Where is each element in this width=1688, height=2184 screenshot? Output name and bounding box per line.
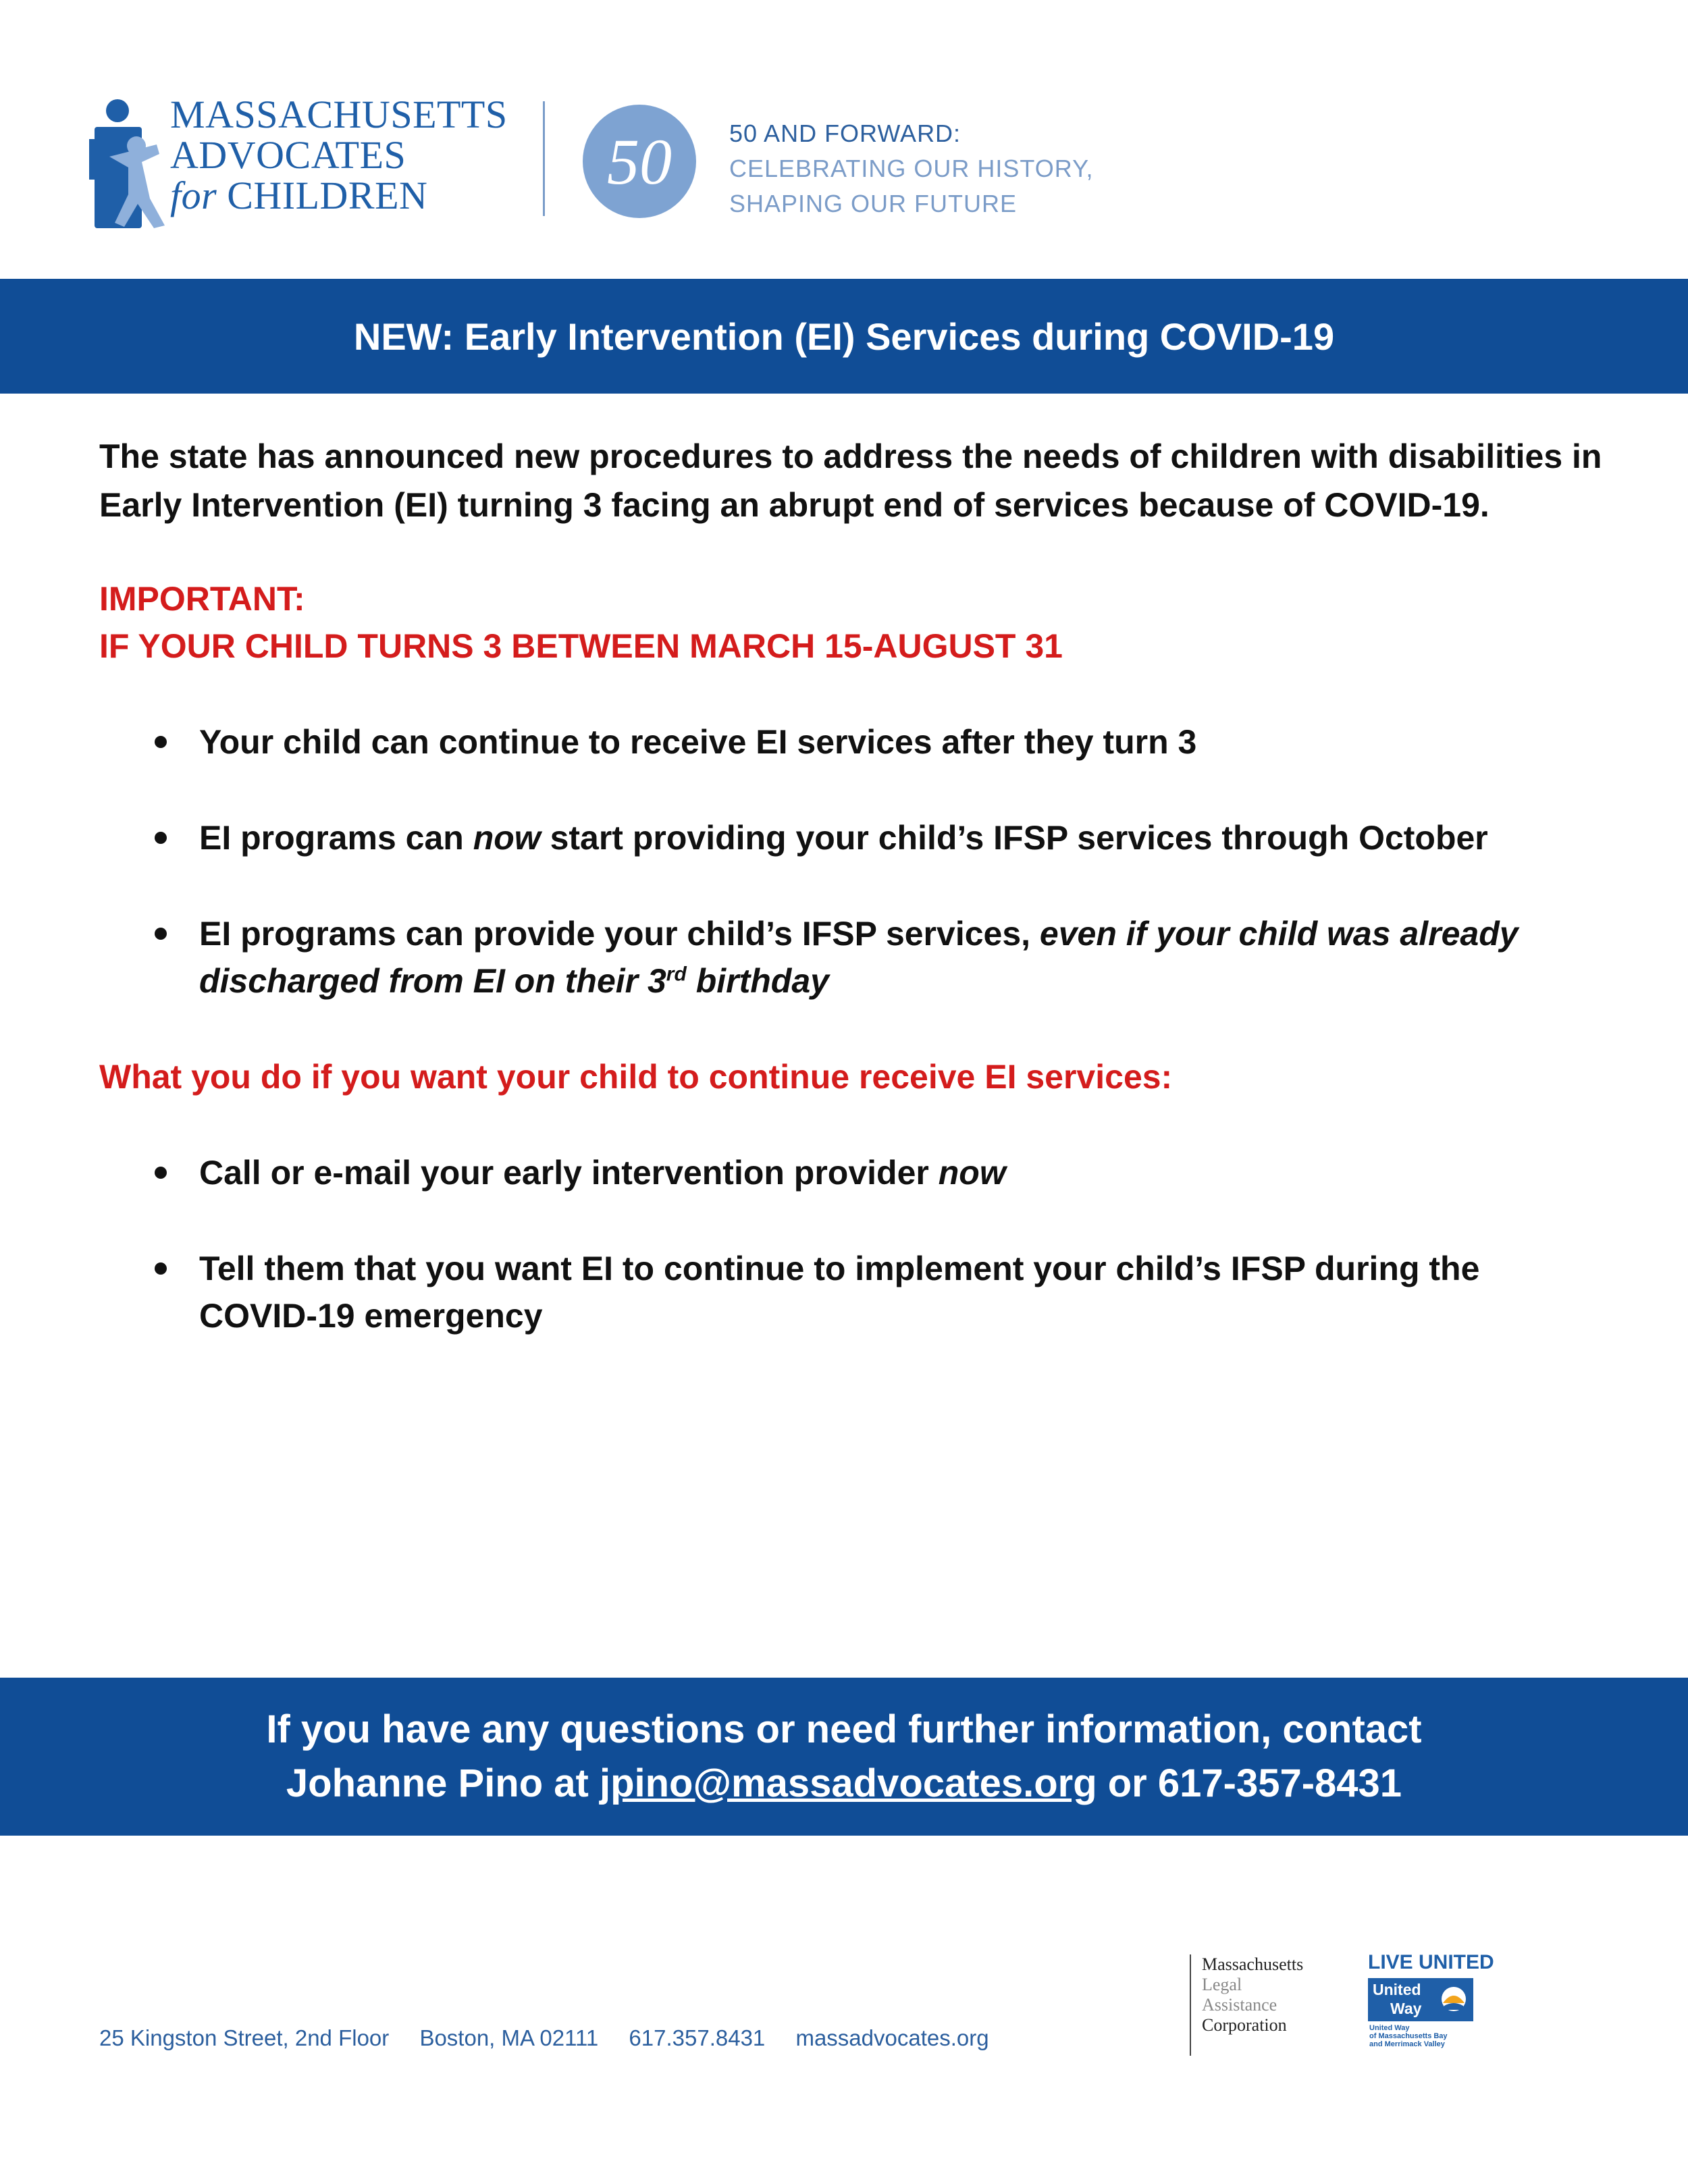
svg-text:50: 50 [607,126,672,198]
important-label: IMPORTANT: [99,580,305,618]
list-item: Tell them that you want EI to continue to implement your child’s IFSP during the COVID-19 emergency [99,1245,1605,1339]
list-item: Your child can continue to receive EI services after they turn 3 [99,718,1605,766]
eligibility-list [99,718,1605,1005]
main-content [99,432,1605,1339]
mlac-logo: Massachusetts Legal Assistance Corporation [1190,1954,1331,2056]
bullet-icon [155,1262,167,1275]
bullet-icon [155,928,167,940]
united-way-icon: United Way [1368,1978,1473,2021]
list-item: EI programs can provide your child’s IFSP services, even if your child was already discharged from EI on their 3rd birthday [99,910,1605,1005]
org-name: MASSACHUSETTS ADVOCATES for CHILDREN [170,92,508,217]
list-item: EI programs can now start providing your child’s IFSP services through October [99,814,1605,861]
contact-line-2: Johanne Pino at jpino@massadvocates.org or 617-357-8431 [286,1761,1402,1805]
contact-line-1: If you have any questions or need further information, contact [266,1707,1422,1751]
bullet-icon [155,1167,167,1179]
mac-logo [89,92,521,230]
what-to-do-heading: What you do if you want your child to continue receive EI services: [99,1058,1173,1096]
fifty-anniversary-logo [582,104,697,219]
street-address: 25 Kingston Street, 2nd Floor [99,2025,390,2050]
important-notice [99,575,1605,670]
header-divider [543,101,545,216]
city-state-zip: Boston, MA 02111 [419,2025,599,2050]
united-way-logo: LIVE UNITED United Way United Way of Massachusetts Bay and Merrimack Valley [1368,1951,1494,2048]
title-banner [0,279,1688,394]
bullet-icon [155,832,167,844]
bullet-icon [155,736,167,748]
child-figure-icon [89,97,177,230]
contact-email-link[interactable]: jpino@massadvocates.org [599,1761,1097,1805]
footer-website[interactable]: massadvocates.org [795,2025,989,2050]
action-list [99,1149,1605,1339]
contact-banner [0,1678,1688,1836]
footer-phone: 617.357.8431 [629,2025,766,2050]
list-item: Call or e-mail your early intervention provider now [99,1149,1605,1196]
page-title: NEW: Early Intervention (EI) Services during COVID-19 [353,315,1335,358]
footer-address [99,2025,1013,2051]
important-condition: IF YOUR CHILD TURNS 3 BETWEEN MARCH 15-AUGUST 31 [99,627,1063,665]
intro-paragraph: The state has announced new procedures to address the needs of children with disabilities in Early Intervention (EI) turning 3 facing an abrupt end of services because of COVID-19. [99,437,1602,524]
anniversary-tagline: 50 AND FORWARD: CELEBRATING OUR HISTORY, SHAPING OUR FUTURE [729,119,1094,217]
